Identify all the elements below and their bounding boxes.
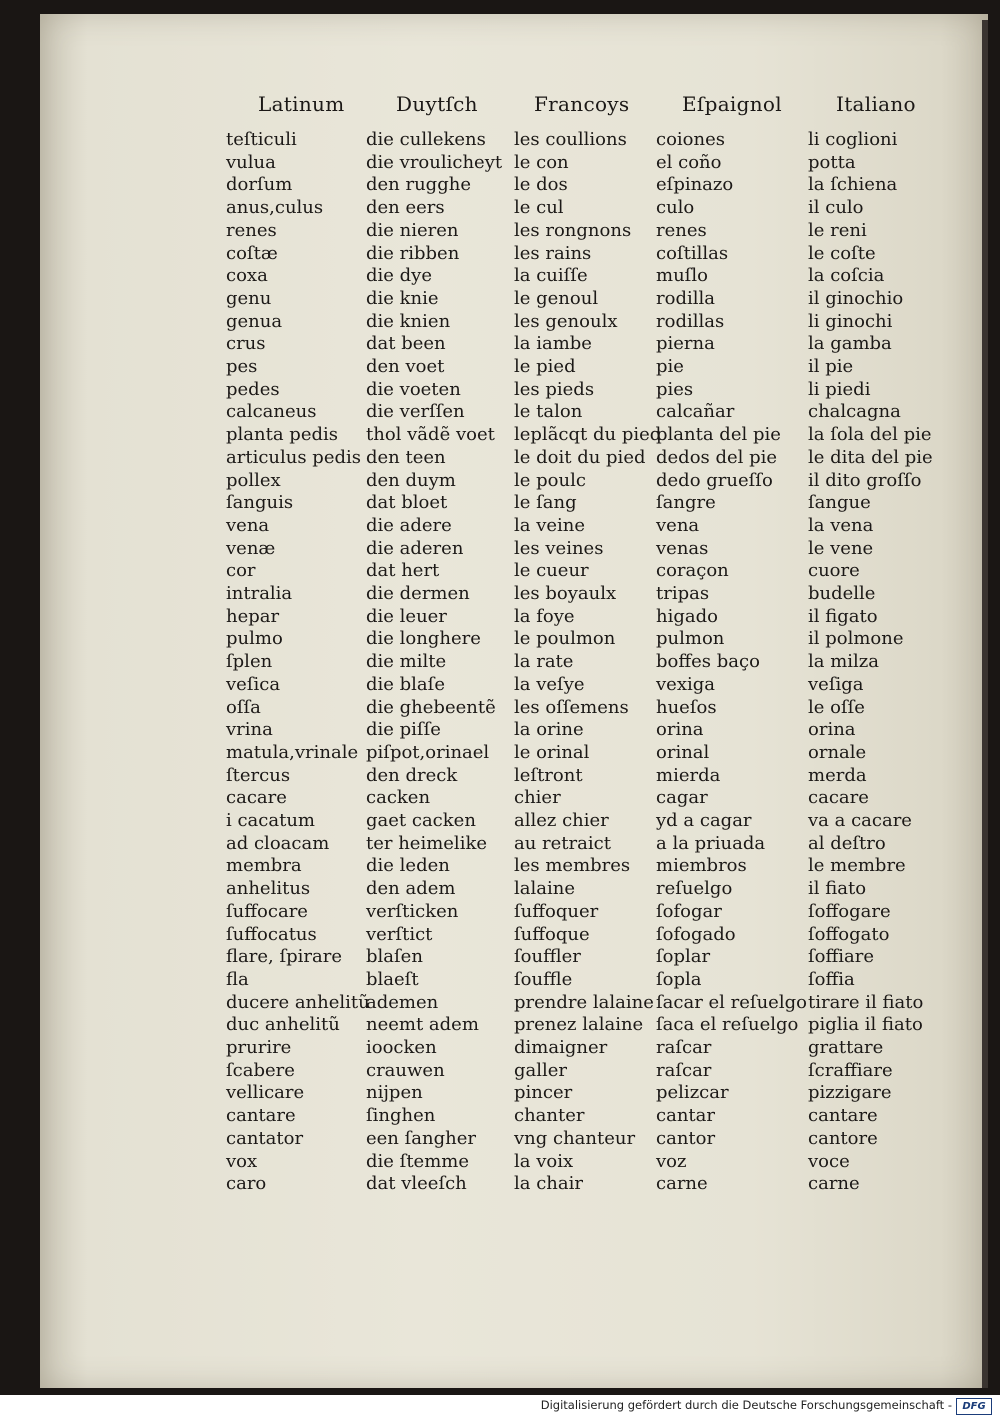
cell-dutch: verſtict [366,923,433,945]
table-row [40,332,988,355]
table-row [40,400,988,423]
cell-spanish: ſofogar [656,900,722,922]
header-dutch: Duytſch [396,92,478,116]
cell-latin: renes [226,219,277,241]
cell-french: le poulc [514,469,586,491]
table-row [40,1081,988,1104]
cell-dutch: die knie [366,287,439,309]
cell-latin: vrina [226,719,273,741]
cell-latin: teſticuli [226,129,297,150]
cell-dutch: die ſtemme [366,1150,469,1172]
cell-french: dimaigner [514,1037,608,1058]
cell-dutch: den rugghe [366,174,471,196]
cell-dutch: die leuer [366,605,447,627]
cell-french: la veſye [514,673,585,695]
cell-dutch: den voet [366,356,445,377]
cell-spanish: rodilla [656,287,715,309]
cell-latin: vox [226,1150,258,1172]
cell-latin: pulmo [226,628,283,650]
cell-french: le doit du pied [514,446,646,468]
cell-italian: ſoffogare [808,900,891,922]
table-row [40,923,988,946]
cell-latin: ſcabere [226,1059,295,1081]
cell-italian: il dito groſſo [808,469,922,491]
cell-dutch: gaet cacken [366,810,476,831]
cell-spanish: ſofogado [656,923,736,945]
cell-latin: genu [226,287,272,309]
cell-italian: al deſtro [808,832,886,854]
cell-italian: il ginochio [808,287,904,309]
cell-spanish: a la priuada [656,832,766,854]
cell-dutch: blaeſt [366,968,419,990]
cell-spanish: pie [656,356,684,377]
cell-spanish: vena [656,514,700,536]
cell-latin: articulus pedis [226,446,361,468]
cell-italian: li piedi [808,378,871,400]
cell-dutch: ademen [366,991,439,1013]
table-row [40,491,988,514]
cell-dutch: dat been [366,333,446,355]
table-row [40,514,988,537]
book-page [40,14,988,1388]
cell-dutch: dat hert [366,560,440,582]
table-row [40,673,988,696]
cell-dutch: piſpot,orinael [366,741,490,763]
cell-spanish: cantor [656,1127,716,1149]
header-italian: Italiano [836,92,916,116]
cell-spanish: raſcar [656,1059,712,1081]
table-row [40,219,988,242]
cell-italian: cuore [808,560,860,582]
table-row [40,1127,988,1150]
cell-french: ſuffoquer [514,900,599,922]
cell-italian: budelle [808,583,876,604]
cell-french: les membres [514,855,631,877]
cell-latin: flare, ſpirare [226,946,342,968]
cell-dutch: crauwen [366,1059,445,1081]
table-row [40,1013,988,1036]
table-row [40,355,988,378]
cell-italian: la ſchiena [808,174,898,196]
cell-dutch: den duym [366,469,456,491]
cell-italian: voce [808,1150,850,1172]
cell-latin: pollex [226,469,281,491]
cell-italian: la coſcia [808,265,885,287]
cell-french: au retraict [514,832,611,854]
cell-dutch: ſinghen [366,1105,436,1127]
cell-italian: ornale [808,741,867,763]
cell-spanish: culo [656,197,695,219]
cell-latin: intralia [226,583,293,604]
cell-french: la orine [514,719,584,741]
cell-italian: ſoffia [808,968,855,990]
table-row [40,446,988,469]
cell-french: les pieds [514,378,595,400]
cell-latin: ad cloacam [226,832,330,854]
cell-dutch: die dye [366,265,432,287]
cell-italian: la vena [808,514,874,536]
cell-dutch: die voeten [366,378,461,400]
cell-spanish: renes [656,219,707,241]
table-row [40,764,988,787]
cell-italian: le oſſe [808,696,865,718]
cell-spanish: cantar [656,1105,715,1127]
cell-spanish: eſpinazo [656,174,734,196]
cell-latin: fla [226,968,249,990]
cell-dutch: dat bloet [366,492,448,514]
cell-latin: coxa [226,265,268,287]
table-row [40,423,988,446]
cell-latin: cor [226,560,256,582]
table-row [40,605,988,628]
table-row [40,1150,988,1173]
cell-french: les coullions [514,129,627,150]
cell-spanish: ſopla [656,968,702,990]
cell-dutch: ter heimelike [366,832,488,854]
cell-dutch: thol vãdẽ voet [366,424,495,446]
cell-italian: il pie [808,356,854,377]
cell-french: la voix [514,1150,574,1172]
cell-spanish: coſtillas [656,242,729,264]
cell-spanish: dedos del pie [656,446,778,468]
header-latin: Latinum [258,92,345,116]
cell-spanish: raſcar [656,1037,712,1058]
cell-spanish: dedo grueſſo [656,469,773,491]
cell-french: le talon [514,401,583,423]
cell-italian: orina [808,719,856,741]
table-row [40,650,988,673]
cell-latin: ſuffocatus [226,923,317,945]
table-row [40,242,988,265]
cell-dutch: neemt adem [366,1014,479,1036]
cell-dutch: die nieren [366,219,459,241]
cell-latin: veſica [226,673,281,695]
cell-latin: ſuffocare [226,900,308,922]
cell-latin: anhelitus [226,878,311,900]
table-row [40,151,988,174]
cell-latin: venæ [226,537,276,559]
table-row [40,786,988,809]
cell-french: ſouffler [514,946,581,968]
cell-spanish: ſacar el reſuelgo [656,991,807,1013]
table-row [40,264,988,287]
cell-italian: va a cacare [808,810,912,831]
cell-latin: vellicare [226,1082,305,1104]
cell-french: les veines [514,537,604,559]
cell-dutch: die leden [366,855,450,877]
cell-spanish: carne [656,1173,708,1195]
cell-spanish: pelizcar [656,1082,729,1104]
cell-spanish: higado [656,605,718,627]
cell-latin: prurire [226,1037,292,1058]
cell-spanish: orinal [656,741,710,763]
cell-latin: anus,culus [226,197,324,219]
cell-italian: le dita del pie [808,446,933,468]
cell-italian: ſoffogato [808,923,890,945]
table-row [40,196,988,219]
cell-dutch: verſticken [366,900,459,922]
vocabulary-table [40,14,988,1388]
table-row [40,809,988,832]
header-french: Francoys [534,92,630,116]
cell-dutch: die cullekens [366,129,486,150]
cell-french: ſouffle [514,968,573,990]
cell-italian: cacare [808,787,869,809]
cell-french: les rains [514,242,592,264]
cell-french: galler [514,1059,568,1081]
cell-french: les oſſemens [514,696,629,718]
footer-bar [0,1395,1000,1417]
cell-french: prendre lalaine [514,991,654,1013]
cell-spanish: miembros [656,855,747,877]
table-row [40,1036,988,1059]
cell-spanish: el coño [656,151,722,173]
table-row [40,173,988,196]
cell-latin: cantare [226,1105,296,1127]
table-row [40,128,988,151]
cell-italian: ſcraffiare [808,1059,893,1081]
cell-dutch: ioocken [366,1037,437,1058]
cell-spanish: venas [656,537,709,559]
table-row [40,741,988,764]
table-row [40,900,988,923]
cell-french: la cuiſſe [514,265,588,287]
cell-latin: ſanguis [226,492,294,514]
table-row [40,991,988,1014]
cell-latin: crus [226,333,266,355]
cell-latin: oſſa [226,696,261,718]
cell-italian: le vene [808,537,874,559]
cell-spanish: coiones [656,129,725,150]
table-row [40,1104,988,1127]
cell-french: le con [514,151,569,173]
cell-spanish: voz [656,1150,687,1172]
cell-french: le poulmon [514,628,616,650]
cell-italian: ſoffiare [808,946,875,968]
table-row [40,1172,988,1195]
cell-french: la iambe [514,333,592,355]
cell-dutch: blaſen [366,946,423,968]
cell-dutch: die verſſen [366,401,465,423]
table-row [40,945,988,968]
cell-italian: la ſola del pie [808,424,932,446]
table-row [40,469,988,492]
cell-french: lalaine [514,878,575,900]
cell-spanish: ſaca el reſuelgo [656,1014,799,1036]
cell-latin: i cacatum [226,810,315,831]
cell-italian: il culo [808,197,864,219]
cell-french: le genoul [514,287,599,309]
cell-latin: ſplen [226,651,273,673]
cell-french: la rate [514,651,574,673]
table-row [40,287,988,310]
cell-italian: li coglioni [808,129,898,150]
cell-french: la veine [514,514,586,536]
cell-french: les rongnons [514,219,632,241]
cell-french: chanter [514,1105,585,1127]
cell-latin: vena [226,514,270,536]
cell-dutch: die dermen [366,583,470,604]
cell-italian: tirare il fiato [808,991,924,1013]
cell-italian: ſangue [808,492,871,514]
cell-latin: pes [226,356,258,377]
cell-latin: calcaneus [226,401,317,423]
table-row [40,1059,988,1082]
table-row [40,582,988,605]
cell-italian: potta [808,151,856,173]
cell-italian: veſiga [808,673,864,695]
cell-italian: le membre [808,855,906,877]
cell-italian: il polmone [808,628,904,650]
cell-latin: matula,vrinale [226,741,359,763]
table-row [40,696,988,719]
cell-spanish: planta del pie [656,424,781,446]
cell-french: prenez lalaine [514,1014,644,1036]
cell-french: vng chanteur [514,1127,636,1149]
cell-italian: il figato [808,605,878,627]
cell-dutch: die vroulicheyt [366,151,503,173]
cell-spanish: orina [656,719,704,741]
cell-dutch: cacken [366,787,431,809]
cell-italian: merda [808,764,867,786]
cell-italian: il fiato [808,878,867,900]
table-row [40,627,988,650]
cell-dutch: die ribben [366,242,460,264]
cell-french: la chair [514,1173,583,1195]
cell-italian: cantare [808,1105,878,1127]
cell-french: le pied [514,356,576,377]
cell-dutch: die blaſe [366,673,445,695]
cell-spanish: pierna [656,333,715,355]
cell-dutch: den eers [366,197,445,219]
cell-french: chier [514,787,561,809]
cell-spanish: ſangre [656,492,716,514]
cell-latin: planta pedis [226,424,338,446]
cell-spanish: vexiga [656,673,715,695]
cell-latin: dorſum [226,174,293,196]
cell-dutch: die ghebeentẽ [366,696,496,718]
cell-french: pincer [514,1082,573,1104]
cell-latin: membra [226,855,302,877]
cell-dutch: den dreck [366,764,458,786]
cell-spanish: pies [656,378,694,400]
table-row [40,832,988,855]
cell-latin: cacare [226,787,287,809]
cell-spanish: mierda [656,764,721,786]
cell-french: le ſang [514,492,577,514]
cell-dutch: die piſſe [366,719,441,741]
cell-latin: pedes [226,378,280,400]
cell-latin: ſtercus [226,764,291,786]
cell-italian: cantore [808,1127,878,1149]
cell-spanish: pulmon [656,628,725,650]
cell-french: les boyaulx [514,583,617,604]
cell-french: la foye [514,605,575,627]
cell-spanish: yd a cagar [656,810,752,831]
cell-dutch: die knien [366,310,451,332]
cell-spanish: boffes baço [656,651,760,673]
cell-italian: le reni [808,219,867,241]
cell-latin: genua [226,310,283,332]
cell-latin: coſtæ [226,242,278,264]
footer-credit: Digitalisierung gefördert durch die Deutsche Forschungsgemeinschaft - [540,1398,952,1412]
table-row [40,559,988,582]
cell-italian: la milza [808,651,880,673]
cell-spanish: tripas [656,583,710,604]
cell-french: ſuffoque [514,923,590,945]
table-row [40,718,988,741]
cell-dutch: die longhere [366,628,481,650]
cell-french: le orinal [514,741,590,763]
cell-french: le dos [514,174,568,196]
table-row [40,877,988,900]
cell-italian: pizzigare [808,1082,892,1104]
cell-dutch: den teen [366,446,446,468]
cell-latin: duc anhelitũ [226,1014,340,1036]
cell-spanish: rodillas [656,310,725,332]
cell-dutch: een ſangher [366,1127,476,1149]
cell-italian: grattare [808,1037,884,1058]
cell-italian: li ginochi [808,310,893,332]
header-spanish: Eſpaignol [682,92,782,116]
cell-dutch: den adem [366,878,456,900]
cell-italian: piglia il fiato [808,1014,923,1036]
cell-latin: caro [226,1173,267,1195]
cell-dutch: die aderen [366,537,464,559]
cell-french: allez chier [514,810,609,831]
page-spine [982,20,988,1388]
cell-spanish: muſlo [656,265,708,287]
cell-latin: ducere anhelitũ [226,991,370,1013]
table-row [40,537,988,560]
cell-french: le cul [514,197,564,219]
cell-dutch: dat vleeſch [366,1173,467,1195]
cell-spanish: cagar [656,787,708,809]
cell-spanish: calcañar [656,401,735,423]
cell-french: les genoulx [514,310,618,332]
cell-spanish: hueſos [656,696,717,718]
table-row [40,378,988,401]
table-row [40,968,988,991]
cell-latin: vulua [226,151,276,173]
cell-french: le cueur [514,560,589,582]
dfg-logo: DFG [956,1398,992,1415]
cell-italian: carne [808,1173,860,1195]
cell-dutch: die adere [366,514,452,536]
cell-french: leſtront [514,764,583,786]
cell-italian: chalcagna [808,401,901,423]
cell-dutch: die milte [366,651,447,673]
cell-spanish: reſuelgo [656,878,733,900]
cell-italian: la gamba [808,333,892,355]
table-row [40,854,988,877]
cell-french: leplãcqt du pied [514,424,662,446]
cell-italian: le coſte [808,242,876,264]
cell-latin: cantator [226,1127,304,1149]
cell-dutch: nijpen [366,1082,423,1104]
table-row [40,310,988,333]
cell-spanish: coraçon [656,560,729,582]
cell-spanish: ſoplar [656,946,711,968]
cell-latin: hepar [226,605,280,627]
